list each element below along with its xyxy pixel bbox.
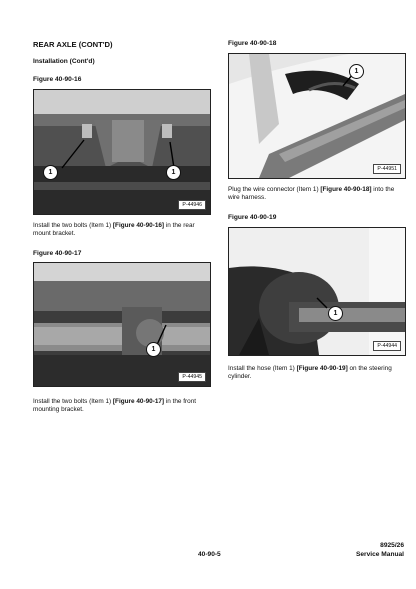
- callout-1: 1: [43, 165, 58, 180]
- callout-1: 1: [349, 64, 364, 79]
- callout-1: 1: [166, 165, 181, 180]
- instruction-text-18: Plug the wire connector (Item 1) [Figure 40-90-18] into the wire harness.: [228, 186, 395, 202]
- photo-number: P-44946: [178, 200, 206, 210]
- callout-1: 1: [328, 306, 343, 321]
- figure-ref: [Figure 40-90-18]: [320, 186, 372, 193]
- subsection-title: Installation (Cont'd): [33, 58, 95, 65]
- figure-40-90-18-label: Figure 40-90-18: [228, 40, 277, 47]
- figure-40-90-16-label: Figure 40-90-16: [33, 76, 82, 83]
- figure-40-90-19-label: Figure 40-90-19: [228, 214, 277, 221]
- instruction-text-16: Install the two bolts (Item 1) [Figure 40-90-16] in the rear mount bracket.: [33, 222, 195, 238]
- figure-40-90-17-photo: [33, 262, 211, 387]
- figure-40-90-18-photo: [228, 53, 406, 179]
- figure-40-90-17-label: Figure 40-90-17: [33, 250, 82, 257]
- figure-40-90-16-photo: [33, 89, 211, 215]
- photo-number: P-44945: [178, 372, 206, 382]
- section-title: REAR AXLE (CONT'D): [33, 40, 113, 49]
- photo-number: P-44951: [373, 164, 401, 174]
- page-number: 40-90-5: [198, 551, 221, 558]
- instruction-text-17: Install the two bolts (Item 1) [Figure 40-90-17] in the front mounting bracket.: [33, 398, 197, 414]
- figure-ref: [Figure 40-90-19]: [296, 365, 348, 372]
- figure-40-90-19-photo: [228, 227, 406, 356]
- doc-code: 8925/26: [380, 542, 404, 549]
- figure-ref: [Figure 40-90-17]: [112, 398, 165, 405]
- instruction-text-19: Install the hose (Item 1) [Figure 40-90-19] on the steering cylinder.: [228, 365, 392, 381]
- callout-1: 1: [146, 342, 161, 357]
- doc-title: Service Manual: [355, 551, 404, 558]
- figure-ref: [Figure 40-90-16]: [112, 222, 165, 229]
- photo-number: P-44944: [373, 341, 401, 351]
